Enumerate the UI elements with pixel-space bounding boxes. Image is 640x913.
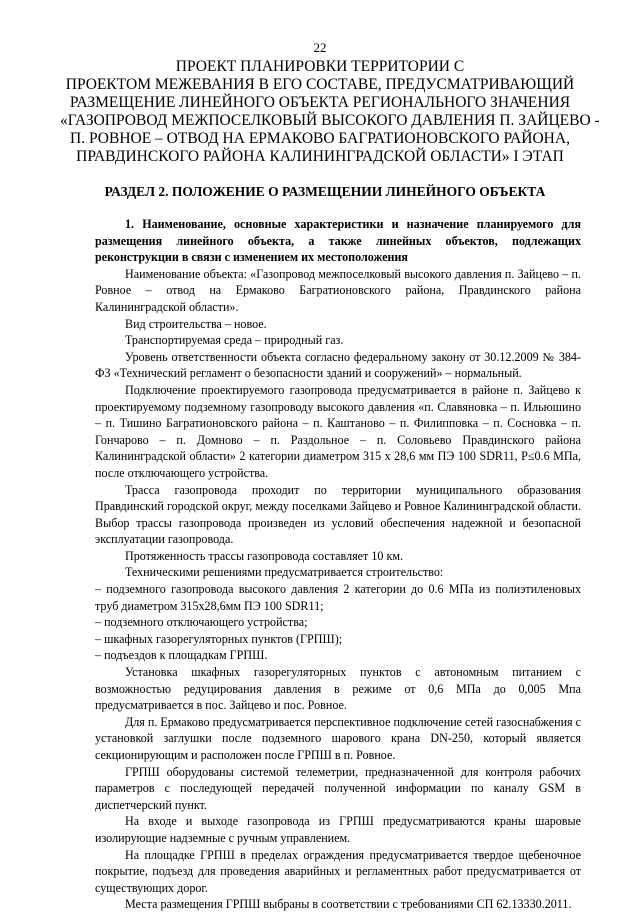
- list-item: – подземного газопровода высокого давления 2 категории до 0.6 МПа из полиэтиленовых труб диаметром 315х28,6мм ПЭ 100 SDR11;: [95, 582, 581, 613]
- paragraph: Подключение проектируемого газопровода предусматривается в районе п. Зайцево к проектируемому подземному газопроводу высокого давления «п. Славяновка – п. Ильюшино – п. Тишино Багратионовского района – п. Каштаново – п. Филипповка – п. Сосновка – п. Гончарово – п. Домново – п. Раздольное – п. Соловьево Правдинского района Калининградской области» 2 категории диаметром 315 х 28,6 мм ПЭ 100 SDR11, Р≤0.6 МПа, после отключающего устройства.: [95, 382, 581, 480]
- paragraph: Для п. Ермаково предусматривается перспективное подключение сетей газоснабжения с установкой заглушки после подземного шарового крана DN-250, который является секционирующим и расположен после ГРПШ в п. Ровное.: [95, 714, 581, 762]
- document-body: [95, 216, 581, 913]
- list-item: – подземного отключающего устройства;: [95, 615, 308, 630]
- paragraph: Установка шкафных газорегуляторных пунктов с автономным питанием с возможностью редуцирования давления в режиме от 0,6 МПа до 0,005 Мпа предусматривается в пос. Зайцево и пос. Ровное.: [95, 665, 581, 713]
- subsection-heading: 1. Наименование, основные характеристики и назначение планируемого для размещения линейного объекта, а также линейных объектов, подлежащих реконструкции в связи с изменением их местоположения: [95, 217, 581, 265]
- title-line: ПРАВДИНСКОГО РАЙОНА КАЛИНИНГРАДСКОЙ ОБЛАСТИ» I ЭТАП: [76, 148, 564, 165]
- list-item: – шкафных газорегуляторных пунктов (ГРПШ);: [95, 631, 343, 646]
- title-line: ПРОЕКТ ПЛАНИРОВКИ ТЕРРИТОРИИ С: [175, 58, 465, 75]
- paragraph: На площадке ГРПШ в пределах ограждения предусматривается твердое щебеночное покрытие, подъезд для проведения аварийных и регламентных работ предусматривается от существующих дорог.: [95, 847, 581, 895]
- page-number: 22: [313, 40, 327, 55]
- title-line: ПРОЕКТОМ МЕЖЕВАНИЯ В ЕГО СОСТАВЕ, ПРЕДУСМАТРИВАЮЩИЙ: [65, 76, 575, 93]
- title-line: П. РОВНОЕ – ОТВОД НА ЕРМАКОВО БАГРАТИОНОВСКОГО РАЙОНА,: [70, 130, 570, 147]
- paragraph: Места размещения ГРПШ выбраны в соответствии с требованиями СП 62.13330.2011.: [125, 897, 572, 912]
- paragraph: Техническими решениями предусматривается строительство:: [125, 565, 444, 580]
- paragraph: Трасса газопровода проходит по территории муниципального образования Правдинский городской округ, между поселками Зайцево и Ровное Калининградской области. Выбор трассы газопровода произведен из условий обеспечения надежной и безопасной эксплуатации газопровода.: [95, 482, 581, 547]
- section-heading: РАЗДЕЛ 2. ПОЛОЖЕНИЕ О РАЗМЕЩЕНИИ ЛИНЕЙНОГО ОБЪЕКТА: [104, 184, 546, 199]
- paragraph: Наименование объекта: «Газопровод межпоселковый высокого давления п. Зайцево – п. Ровное – отвод на Ермаково Багратионовского района, Правдинского района Калининградской области».: [95, 266, 581, 314]
- paragraph: Протяженность трассы газопровода составляет 10 км.: [125, 548, 404, 563]
- paragraph: Транспортируемая среда – природный газ.: [125, 333, 344, 348]
- title-line: «ГАЗОПРОВОД МЕЖПОСЕЛКОВЫЙ ВЫСОКОГО ДАВЛЕНИЯ П. ЗАЙЦЕВО -: [60, 112, 600, 129]
- list-item: – подъездов к площадкам ГРПШ.: [95, 648, 268, 663]
- title-line: РАЗМЕЩЕНИЕ ЛИНЕЙНОГО ОБЪЕКТА РЕГИОНАЛЬНОГО ЗНАЧЕНИЯ: [69, 94, 571, 111]
- paragraph: Уровень ответственности объекта согласно федеральному закону от 30.12.2009 № 384-ФЗ «Технический регламент о безопасности зданий и сооружений» – нормальный.: [95, 349, 581, 381]
- paragraph: ГРПШ оборудованы системой телеметрии, предназначенной для контроля рабочих параметров с последующей передачей полученной информации по каналу GSM в диспетчерский пункт.: [95, 764, 581, 812]
- paragraph: Вид строительства – новое.: [125, 316, 267, 331]
- paragraph: На входе и выходе газопровода из ГРПШ предусматриваются краны шаровые изолирующие надземные с ручным управлением.: [95, 814, 581, 845]
- document-title: [60, 58, 600, 166]
